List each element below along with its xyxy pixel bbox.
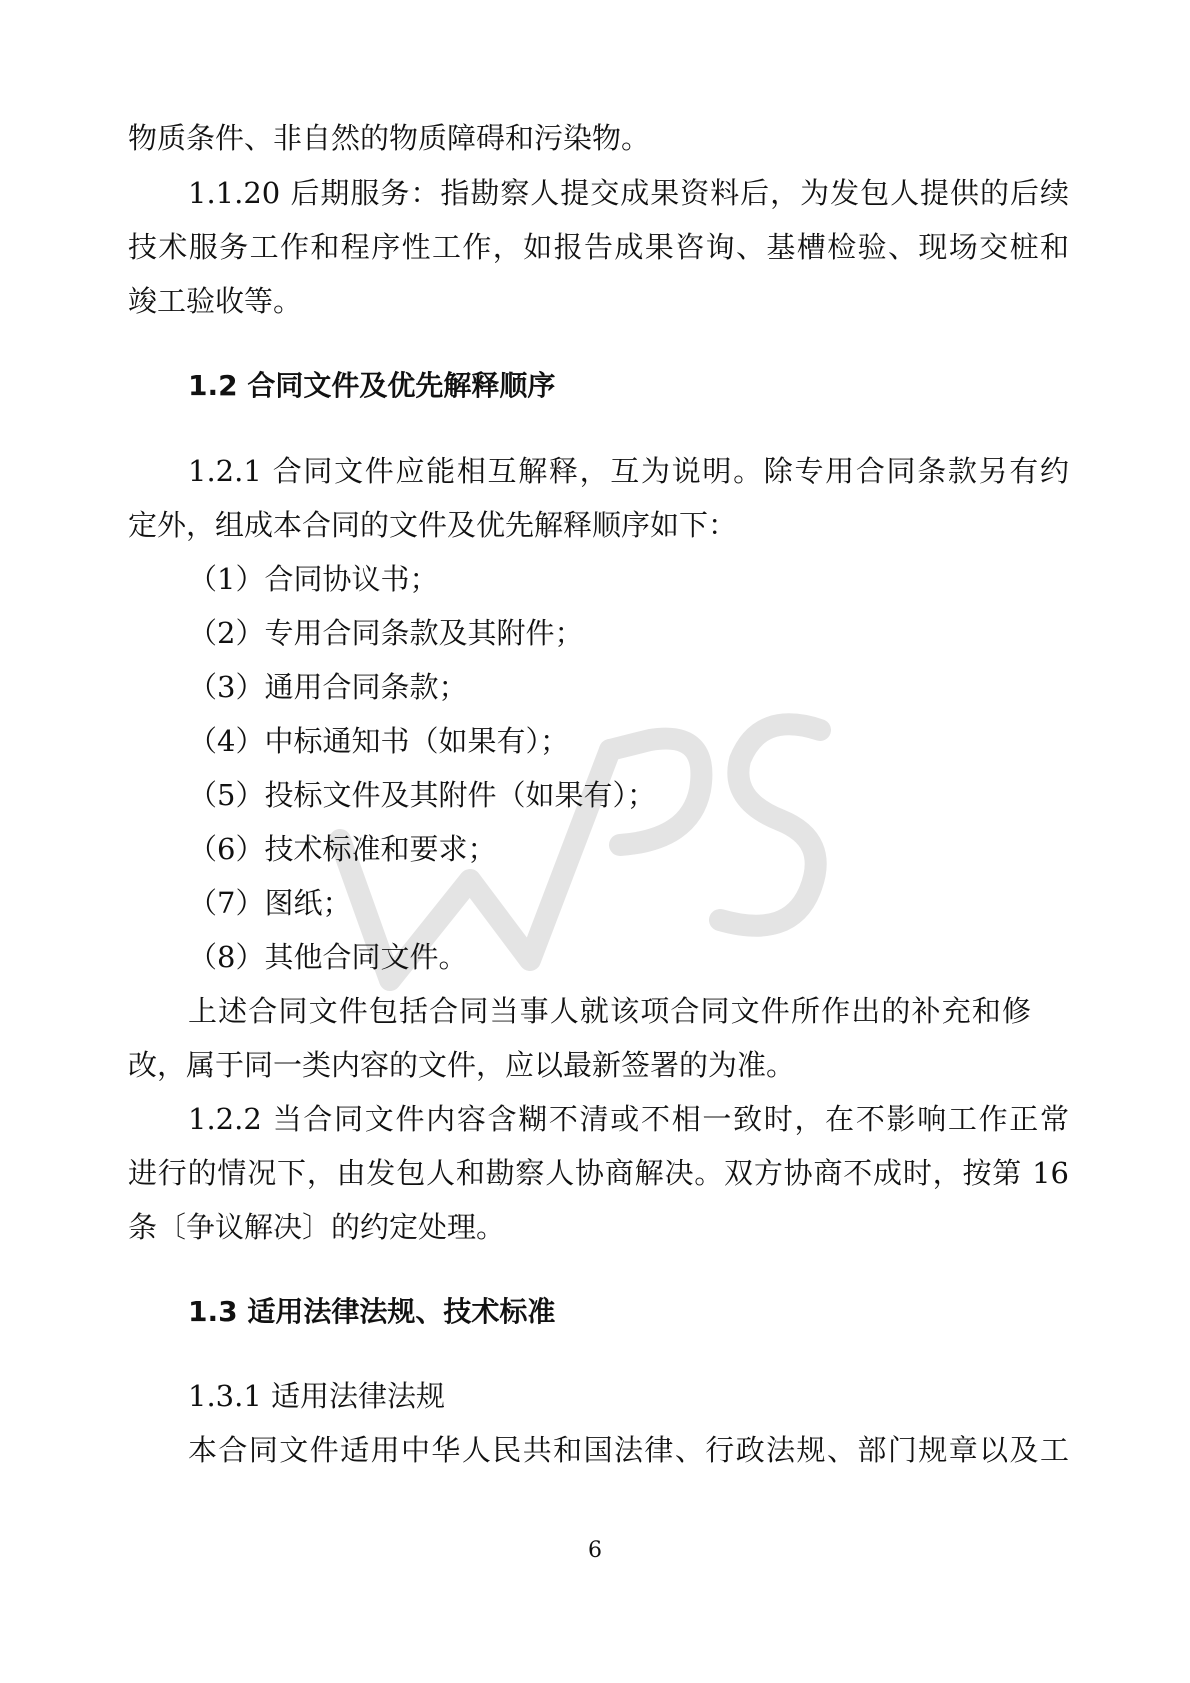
list-item: （6）技术标准和要求； (188, 832, 497, 866)
body-line: 改，属于同一类内容的文件，应以最新签署的为准。 (128, 1048, 796, 1082)
list-item: （7）图纸； (188, 886, 352, 920)
page-number: 6 (588, 1538, 602, 1563)
body-line: 物质条件、非自然的物质障碍和污染物。 (128, 121, 651, 155)
body-line: 1.2.1 合同文件应能相互解释，互为说明。除专用合同条款另有约 (188, 454, 1069, 488)
body-line: 进行的情况下，由发包人和勘察人协商解决。双方协商不成时，按第 16 (128, 1156, 1069, 1190)
list-item: （5）投标文件及其附件（如果有）； (188, 778, 656, 812)
body-line: 竣工验收等。 (128, 284, 303, 318)
body-line: 技术服务工作和程序性工作，如报告成果咨询、基槽检验、现场交桩和 (128, 230, 1069, 264)
section-heading-1-2: 1.2 合同文件及优先解释顺序 (188, 369, 556, 402)
list-item: （1）合同协议书； (188, 562, 439, 596)
body-line: 1.2.2 当合同文件内容含糊不清或不相一致时，在不影响工作正常 (188, 1102, 1069, 1136)
list-item: （3）通用合同条款； (188, 670, 468, 704)
body-line: 上述合同文件包括合同当事人就该项合同文件所作出的补充和修 (188, 994, 1031, 1028)
section-heading-1-3: 1.3 适用法律法规、技术标准 (188, 1295, 556, 1328)
body-line: 条〔争议解决〕的约定处理。 (128, 1210, 506, 1244)
subsection-title: 1.3.1 适用法律法规 (188, 1379, 446, 1413)
list-item: （4）中标通知书（如果有）； (188, 724, 569, 758)
list-item: （2）专用合同条款及其附件； (188, 616, 584, 650)
body-line: 定外，组成本合同的文件及优先解释顺序如下： (128, 508, 738, 542)
list-item: （8）其他合同文件。 (188, 940, 468, 974)
body-line: 本合同文件适用中华人民共和国法律、行政法规、部门规章以及工 (188, 1433, 1069, 1467)
body-line: 1.1.20 后期服务：指勘察人提交成果资料后，为发包人提供的后续 (188, 176, 1069, 210)
